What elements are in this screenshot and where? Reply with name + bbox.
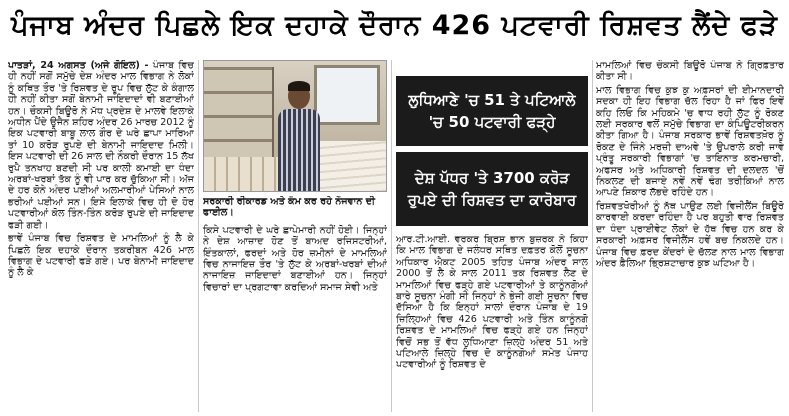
photo-window — [314, 65, 380, 125]
photo-person-hair — [288, 81, 310, 91]
photo-person-body — [278, 109, 320, 192]
paragraph-text: ਪੰਜਾਬ ਵਿਚ ਹੀ ਨਹੀਂ ਸਗੋਂ ਸਮੁੱਚੇ ਦੇਸ਼ ਅੰਦਰ ਮਾਲ ਵਿਭਾਗ ਨੇ ਲੋਕਾਂ ਨੂੰ ਕਥਿਤ ਤੌਰ 'ਤੇ ਰਿਸ਼ਵਤ ਦੇ ਰੂਪ ਵਿਚ ਲੁੱਟ ਕੇ ਕੰਗਾਲ ਹੀ ਨਹੀਂ ਕੀਤਾ ਸਗੋਂ ਬੇਨਾਮੀ ਜਾਇਦਾਦਾਂ ਵੀ ਬਣਾਈਆਂ ਹਨ। ਚੌਕਸੀ ਬਿਊਰੋ ਨੇ ਮੱਧ ਪ੍ਰਦੇਸ਼ ਦੇ ਮਾਲਵੇ ਇਲਾਕੇ ਅਧੀਨ ਪੈਂਦੇ ਉਜੈਨ ਸ਼ਹਿਰ ਅੰਦਰ 26 ਮਾਰਚ 2012 ਨੂੰ ਇਕ ਪਟਵਾਰੀ ਬਾਬੂ ਲਾਲ ਗੌਰ ਦੇ ਘਰੇ ਛਾਪਾ ਮਾਰਿਆ ਤਾਂ 10 ਕਰੋੜ ਰੁਪਏ ਦੀ ਬੇਨਾਮੀ ਜਾਇਦਾਦ ਮਿਲੀ। ਇਸ ਪਟਵਾਰੀ ਦੀ 26 ਸਾਲ ਦੀ ਨੌਕਰੀ ਦੌਰਾਨ 15 ਲੱਖ ਰੁਪੈ ਤਨਖਾਹ ਬਣਦੀ ਸੀ ਪਰ ਕਾਲੀ ਕਮਾਈ ਦਾ ਧੰਦਾ ਅਰਬਾਂ-ਖਰਬਾਂ ਤੱਕ ਨੂੰ ਵੀ ਪਾਰ ਕਰ ਚੁੱਕਿਆ ਸੀ। ਅੱਜ ਦੇ ਹਰ ਕੋਨੇ ਅੰਦਰ ਪਈਆਂ ਅਲਮਾਰੀਆਂ ਪੇਸਿਆਂ ਨਾਲ ਭਰੀਆਂ ਪਈਆਂ ਸਨ। ਇਸੇ ਇਲਾਕੇ ਵਿਚ ਹੀ ਦੋ ਹੋਰ ਪਟਵਾਰੀਆਂ ਕੋਲ ਤਿੰਨ-ਤਿੰਨ ਕਰੋੜ ਰੁਪਏ ਦੀ ਜਾਇਦਾਦ ਫੜੀ ਗਈ। — [8, 60, 194, 231]
article-paragraph: ਰਿਸ਼ਵਤਖੋਰੀਆਂ ਨੂੰ ਨੱਥ ਪਾਉਣ ਲਈ ਵਿਜੀਲੈਂਸ ਬਿਊਰੋ ਕਾਰਵਾਈ ਕਰਦਾ ਰਹਿੰਦਾ ਹੈ ਪਰ ਬਹੁਤੀ ਵਾਰ ਰਿਸ਼ਵਤ ਦਾ ਧੰਦਾ ਪ੍ਰਾਈਵੇਟ ਲੋਕਾਂ ਦੇ ਹੱਥ ਵਿਚ ਹਨ ਕਰ ਕੇ ਸਰਕਾਰੀ ਅਫ਼ਸਰ ਵਿਜੀਲੈਂਸ ਹਵੇਂ ਬਚ ਨਿਕਲਦੇ ਹਨ। ਪੰਜਾਬ ਵਿਚ ਫ਼ਰਦ ਕੇਂਦਰਾਂ ਦੇ ਚੱਲਣ ਨਾਲ ਮਾਲ ਵਿਭਾਗ ਅੰਦਰ ਫ਼ੈਲਿਆ ਭ੍ਰਿਸ਼ਟਾਚਾਰ ਕੁਝ ਘਟਿਆ ਹੈ। — [596, 200, 784, 269]
photo-files — [204, 157, 278, 192]
article-column-4 — [596, 60, 784, 412]
article-column-1 — [8, 60, 194, 412]
article-paragraph: ਭਾਵੇਂ ਪੰਜਾਬ ਵਿਚ ਰਿਸ਼ਵਤ ਦੇ ਮਾਮਲਿਆਂ ਨੂੰ ਲੈ ਕੇ ਪਿਛਲੇ ਇਕ ਦਹਾਕੇ ਦੌਰਾਨ ਤਕਰੀਬਨ 426 ਮਾਲ ਵਿਭਾਗ ਦੇ ਪਟਵਾਰੀ ਫੜੇ ਗਏ। ਪਰ ਬੇਨਾਮੀ ਜਾਇਦਾਦ ਨੂੰ ਲੈ ਕੇ — [8, 233, 194, 279]
highlight-box: ਲੁਧਿਆਣੇ 'ਚ 51 ਤੇ ਪਟਿਆਲੇ 'ਚ 50 ਪਟਵਾਰੀ ਫੜ੍ਹੇ — [396, 76, 588, 146]
column-divider — [592, 60, 593, 412]
article-paragraph: ਆਰ.ਟੀ.ਆਈ. ਵਰਕਰ ਬ੍ਰਿਸ਼ ਭਾਨ ਬੁਜ਼ਰਕ ਨੇ ਕਿਹਾ ਕਿ ਮਾਲ ਵਿਭਾਗ ਦੇ ਜਲੰਧਰ ਸਥਿਤ ਦਫ਼ਤਰ ਕੋਲੋਂ ਸੂਚਨਾ ਅਧਿਕਾਰ ਐਕਟ 2005 ਤਹਿਤ ਪੰਜਾਬ ਅੰਦਰ ਸਾਲ 2000 ਤੋਂ ਲੈ ਕੇ ਸਾਲ 2011 ਤਕ ਰਿਸ਼ਵਤ ਲੈਣ ਦੇ ਮਾਮਲਿਆਂ ਵਿਚ ਫੜ੍ਹੇ ਗਏ ਪਟਵਾਰੀਆਂ ਤੇ ਕਾਨੂੰਨਗੋਆਂ ਬਾਰੇ ਸੂਚਨਾ ਮੰਗੀ ਸੀ ਜਿਨ੍ਹਾਂ ਨੇ ਭੇਜੀ ਗਈ ਸੂਚਨਾ ਵਿਚ ਦੱਸਿਆ ਹੈ ਕਿ ਇਨ੍ਹਾਂ ਸਾਲਾਂ ਦੌਰਾਨ ਪੰਜਾਬ ਦੇ 19 ਜ਼ਿਲ੍ਹਿਆਂ ਵਿਚ 426 ਪਟਵਾਰੀ ਅਤੇ ਤਿੰਨ ਕਾਨੂੰਨਗੋ ਰਿਸ਼ਵਤ ਦੇ ਮਾਮਲਿਆਂ ਵਿਚ ਫੜ੍ਹੇ ਗਏ ਹਨ ਜਿਨ੍ਹਾਂ ਵਿਚੋਂ ਸਭ ਤੋਂ ਵੱਧ ਲੁਧਿਆਣਾ ਜ਼ਿਲ੍ਹੇ ਅੰਦਰ 51 ਅਤੇ ਪਟਿਆਲੇ ਜ਼ਿਲ੍ਹੇ ਵਿਚ ਦੋ ਕਾਨੂੰਨਗੋਆਂ ਸਮੇਤ ਪੰਜਾਹ ਪਟਵਾਰੀਆਂ ਨੂੰ ਰਿਸ਼ਵਤ ਦੇ — [396, 234, 588, 371]
column-divider — [198, 60, 199, 412]
dateline: ਪਾਤੜਾਂ, 24 ਅਗਸਤ (ਅਜੇ ਗੋਇਲ) - — [8, 60, 149, 71]
article-paragraph — [8, 60, 194, 231]
article-paragraph: ਮਾਲ ਵਿਭਾਗ ਵਿਚ ਕੁਝ ਕੁ ਅਫ਼ਸਰਾਂ ਦੀ ਈਮਾਨਦਾਰੀ ਸਦਕਾ ਹੀ ਇਹ ਵਿਭਾਗ ਚੱਲ ਰਿਹਾ ਹੈ ਜਾਂ ਫਿਰ ਇਵੇਂ ਕਹਿ ਲਿਓ ਕਿ ਮਹਿਕਮੇ 'ਚ ਵਾਧ ਰਹੀ ਲੁੱਟ ਨੂੰ ਰੋਕਣ ਲਈ ਸਰਕਾਰ ਵਲੋਂ ਸਮੁੱਚੇ ਵਿਭਾਗ ਦਾ ਕੰਪਿਊਟਰੀਕਰਨ ਕੀਤਾ ਗਿਆ ਹੈ। ਪੰਜਾਬ ਸਰਕਾਰ ਭਾਵੇਂ ਰਿਸ਼ਵਤਖ਼ੋਰ ਨੂੰ ਰੋਕਣ ਦੇ ਜਿੰਨੇ ਮਰਜ਼ੀ ਦਾਅਵੇ 'ਤੇ ਉਪਰਾਲੇ ਕਰੀ ਜਾਵੇ ਪ੍ਰੰਤੂ ਸਰਕਾਰੀ ਵਿਭਾਗਾਂ 'ਚ ਤਾਇਨਾਤ ਕਰਮਚਾਰੀ, ਅਫਸਰ ਅਤੇ ਅਧਿਕਾਰੀ ਰਿਸ਼ਵਤ ਦੀ ਦਲਦਲ 'ਚੋਂ ਨਿਕਲਣ ਦੀ ਬਜਾਏ ਨਵੇਂ ਨਵੇਂ ਢੰਗ ਤਰੀਕਿਆਂ ਨਾਲ ਆਪਣੇ ਸ਼ਿਕਾਰ ਲੱਭਦੇ ਰਹਿੰਦੇ ਹਨ। — [596, 84, 784, 199]
article-column-3 — [396, 234, 588, 412]
article-column-2 — [203, 196, 387, 412]
headline: ਪੰਜਾਬ ਅੰਦਰ ਪਿਛਲੇ ਇਕ ਦਹਾਕੇ ਦੌਰਾਨ 426 ਪਟਵਾਰੀ ਰਿਸ਼ਵਤ ਲੈਂਦੇ ਫੜੇ — [11, 10, 778, 41]
highlight-box: ਦੇਸ਼ ਪੱਧਰ 'ਤੇ 3700 ਕਰੋੜ ਰੁਪਏ ਦੀ ਰਿਸ਼ਵਤ ਦਾ ਕਾਰੋਬਾਰ — [396, 152, 588, 226]
photo-caption: ਸਰਕਾਰੀ ਰੀਕਾਰਡ ਅਤੇ ਕੰਮ ਕਰ ਰਹੇ ਨੌਜਵਾਨ ਦੀ ਫਾਈਲ। — [203, 196, 375, 219]
article-paragraph: ਕਿਸੇ ਪਟਵਾਰੀ ਦੇ ਘਰੇ ਛਾਪੇਮਾਰੀ ਨਹੀਂ ਹੋਈ। ਜਿਨ੍ਹਾਂ ਨੇ ਦੇਸ਼ ਆਜ਼ਾਦ ਹੋਣ ਤੋਂ ਬਾਅਦ ਰਜਿਸਟਰੀਆਂ, ਇੰਤਕਾਲਾਂ, ਫਰਦਾਂ ਅਤੇ ਹੋਰ ਜ਼ਮੀਨਾਂ ਦੇ ਮਾਮਲਿਆਂ ਵਿਚ ਨਾਜਾਇਜ਼ ਤੌਰ 'ਤੇ ਲੁੱਟ ਕੇ ਅਰਬਾਂ-ਖਰਬਾਂ ਦੀਆਂ ਨਾਜਾਇਜ਼ ਜਾਇਦਾਦਾਂ ਬਣਾਈਆਂ ਹਨ। ਜਿਨ੍ਹਾਂ ਵਿਚਾਰਾਂ ਦਾ ਪ੍ਰਗਟਾਵਾ ਕਰਦਿਆਂ ਸਮਾਜ ਸੇਵੀ ਅਤੇ — [203, 224, 387, 293]
column-divider — [391, 60, 392, 412]
photo-papers — [320, 141, 387, 192]
article-paragraph: ਮਾਮਲਿਆਂ ਵਿਚ ਚੌਕਸੀ ਬਿਊਰੋ ਪੰਜਾਬ ਨੇ ਗ੍ਰਿਫ਼ਤਾਰ ਕੀਤਾ ਸੀ। — [596, 60, 784, 83]
article-photo — [203, 60, 387, 192]
highlight-panel — [396, 60, 588, 230]
